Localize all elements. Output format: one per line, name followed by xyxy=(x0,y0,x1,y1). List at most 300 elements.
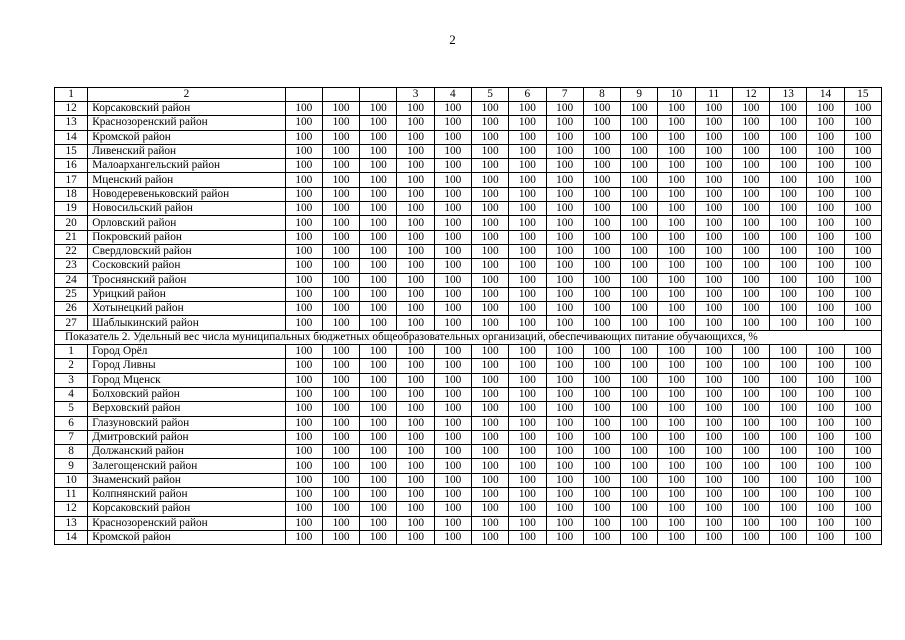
table-row xyxy=(55,102,882,116)
value-cell: 100 xyxy=(397,130,434,144)
value-cell: 100 xyxy=(546,216,583,230)
value-cell: 100 xyxy=(434,102,471,116)
value-cell: 100 xyxy=(397,316,434,330)
value-cell: 100 xyxy=(322,488,359,502)
value-cell: 100 xyxy=(732,202,769,216)
table-row xyxy=(55,516,882,530)
value-cell: 100 xyxy=(397,287,434,301)
value-cell: 100 xyxy=(658,116,695,130)
value-cell: 100 xyxy=(732,359,769,373)
value-cell: 100 xyxy=(658,216,695,230)
table-row xyxy=(55,187,882,201)
row-number: 23 xyxy=(55,259,88,273)
value-cell: 100 xyxy=(360,359,397,373)
row-number: 14 xyxy=(55,530,88,544)
value-cell: 100 xyxy=(732,402,769,416)
value-cell: 100 xyxy=(471,173,508,187)
row-number: 18 xyxy=(55,187,88,201)
value-cell: 100 xyxy=(732,116,769,130)
row-number: 9 xyxy=(55,459,88,473)
value-cell: 100 xyxy=(285,216,322,230)
value-cell: 100 xyxy=(471,302,508,316)
value-cell: 100 xyxy=(844,530,881,544)
value-cell: 100 xyxy=(732,259,769,273)
value-cell: 100 xyxy=(471,359,508,373)
value-cell: 100 xyxy=(770,216,807,230)
value-cell: 100 xyxy=(285,116,322,130)
value-cell: 100 xyxy=(583,287,620,301)
value-cell: 100 xyxy=(658,345,695,359)
value-cell: 100 xyxy=(471,516,508,530)
value-cell: 100 xyxy=(658,359,695,373)
row-number: 13 xyxy=(55,516,88,530)
value-cell: 100 xyxy=(732,516,769,530)
value-cell: 100 xyxy=(770,130,807,144)
table-row xyxy=(55,116,882,130)
value-cell: 100 xyxy=(807,459,844,473)
value-cell: 100 xyxy=(471,159,508,173)
value-cell: 100 xyxy=(732,459,769,473)
value-cell: 100 xyxy=(695,316,732,330)
value-cell: 100 xyxy=(360,159,397,173)
value-cell: 100 xyxy=(322,173,359,187)
table-row xyxy=(55,273,882,287)
table-row xyxy=(55,173,882,187)
value-cell: 100 xyxy=(434,488,471,502)
value-cell: 100 xyxy=(360,502,397,516)
value-cell: 100 xyxy=(695,287,732,301)
value-cell: 100 xyxy=(434,445,471,459)
table-row xyxy=(55,159,882,173)
value-cell: 100 xyxy=(621,144,658,158)
row-number: 17 xyxy=(55,173,88,187)
row-number: 14 xyxy=(55,130,88,144)
row-number: 22 xyxy=(55,244,88,258)
value-cell: 100 xyxy=(732,102,769,116)
value-cell: 100 xyxy=(471,402,508,416)
value-cell: 100 xyxy=(732,416,769,430)
value-cell: 100 xyxy=(583,187,620,201)
value-cell: 100 xyxy=(285,430,322,444)
value-cell: 100 xyxy=(807,502,844,516)
header-cell: 14 xyxy=(807,88,844,102)
value-cell: 100 xyxy=(509,459,546,473)
value-cell: 100 xyxy=(509,173,546,187)
value-cell: 100 xyxy=(844,402,881,416)
value-cell: 100 xyxy=(695,387,732,401)
value-cell: 100 xyxy=(471,202,508,216)
value-cell: 100 xyxy=(583,216,620,230)
value-cell: 100 xyxy=(583,430,620,444)
value-cell: 100 xyxy=(658,144,695,158)
header-cell: 8 xyxy=(583,88,620,102)
value-cell: 100 xyxy=(360,230,397,244)
row-number: 21 xyxy=(55,230,88,244)
row-number: 2 xyxy=(55,359,88,373)
value-cell: 100 xyxy=(434,144,471,158)
header-cell: 9 xyxy=(621,88,658,102)
value-cell: 100 xyxy=(770,387,807,401)
value-cell: 100 xyxy=(621,430,658,444)
value-cell: 100 xyxy=(732,187,769,201)
value-cell: 100 xyxy=(695,244,732,258)
value-cell: 100 xyxy=(621,173,658,187)
value-cell: 100 xyxy=(844,459,881,473)
value-cell: 100 xyxy=(322,402,359,416)
value-cell: 100 xyxy=(807,488,844,502)
value-cell: 100 xyxy=(844,502,881,516)
value-cell: 100 xyxy=(770,402,807,416)
value-cell: 100 xyxy=(434,116,471,130)
value-cell: 100 xyxy=(546,502,583,516)
header-cell: 4 xyxy=(434,88,471,102)
district-name: Свердловский район xyxy=(88,244,285,258)
value-cell: 100 xyxy=(397,187,434,201)
header-cell: 15 xyxy=(844,88,881,102)
value-cell: 100 xyxy=(658,416,695,430)
value-cell: 100 xyxy=(546,430,583,444)
value-cell: 100 xyxy=(509,287,546,301)
value-cell: 100 xyxy=(658,273,695,287)
value-cell: 100 xyxy=(807,402,844,416)
table-row xyxy=(55,244,882,258)
value-cell: 100 xyxy=(322,359,359,373)
value-cell: 100 xyxy=(695,202,732,216)
value-cell: 100 xyxy=(509,516,546,530)
value-cell: 100 xyxy=(322,473,359,487)
value-cell: 100 xyxy=(509,473,546,487)
value-cell: 100 xyxy=(695,430,732,444)
value-cell: 100 xyxy=(807,373,844,387)
value-cell: 100 xyxy=(807,445,844,459)
header-cell xyxy=(322,88,359,102)
value-cell: 100 xyxy=(695,345,732,359)
value-cell: 100 xyxy=(434,430,471,444)
value-cell: 100 xyxy=(844,287,881,301)
value-cell: 100 xyxy=(509,430,546,444)
district-name: Новодеревеньковский район xyxy=(88,187,285,201)
table-row xyxy=(55,316,882,330)
value-cell: 100 xyxy=(471,287,508,301)
value-cell: 100 xyxy=(583,102,620,116)
value-cell: 100 xyxy=(583,530,620,544)
value-cell: 100 xyxy=(621,445,658,459)
value-cell: 100 xyxy=(546,173,583,187)
value-cell: 100 xyxy=(397,216,434,230)
value-cell: 100 xyxy=(471,345,508,359)
value-cell: 100 xyxy=(471,416,508,430)
value-cell: 100 xyxy=(397,259,434,273)
value-cell: 100 xyxy=(471,216,508,230)
value-cell: 100 xyxy=(732,373,769,387)
value-cell: 100 xyxy=(658,159,695,173)
value-cell: 100 xyxy=(807,287,844,301)
value-cell: 100 xyxy=(621,316,658,330)
value-cell: 100 xyxy=(360,402,397,416)
value-cell: 100 xyxy=(658,473,695,487)
value-cell: 100 xyxy=(807,102,844,116)
header-cell xyxy=(360,88,397,102)
value-cell: 100 xyxy=(770,445,807,459)
value-cell: 100 xyxy=(360,430,397,444)
value-cell: 100 xyxy=(807,216,844,230)
value-cell: 100 xyxy=(583,402,620,416)
value-cell: 100 xyxy=(658,187,695,201)
value-cell: 100 xyxy=(471,102,508,116)
value-cell: 100 xyxy=(434,530,471,544)
value-cell: 100 xyxy=(285,259,322,273)
value-cell: 100 xyxy=(732,502,769,516)
value-cell: 100 xyxy=(285,445,322,459)
table-row xyxy=(55,287,882,301)
value-cell: 100 xyxy=(583,130,620,144)
value-cell: 100 xyxy=(658,173,695,187)
value-cell: 100 xyxy=(621,387,658,401)
value-cell: 100 xyxy=(732,316,769,330)
value-cell: 100 xyxy=(322,287,359,301)
value-cell: 100 xyxy=(285,488,322,502)
value-cell: 100 xyxy=(322,159,359,173)
value-cell: 100 xyxy=(732,488,769,502)
district-name: Болховский район xyxy=(88,387,285,401)
value-cell: 100 xyxy=(807,187,844,201)
value-cell: 100 xyxy=(322,202,359,216)
value-cell: 100 xyxy=(844,302,881,316)
value-cell: 100 xyxy=(770,359,807,373)
value-cell: 100 xyxy=(583,345,620,359)
value-cell: 100 xyxy=(397,102,434,116)
value-cell: 100 xyxy=(770,416,807,430)
header-cell: 7 xyxy=(546,88,583,102)
value-cell: 100 xyxy=(397,345,434,359)
value-cell: 100 xyxy=(546,473,583,487)
value-cell: 100 xyxy=(434,459,471,473)
value-cell: 100 xyxy=(770,302,807,316)
header-cell: 12 xyxy=(732,88,769,102)
value-cell: 100 xyxy=(770,187,807,201)
value-cell: 100 xyxy=(844,430,881,444)
value-cell: 100 xyxy=(397,273,434,287)
table-row xyxy=(55,416,882,430)
value-cell: 100 xyxy=(360,202,397,216)
table-row xyxy=(55,345,882,359)
table-row xyxy=(55,373,882,387)
row-number: 5 xyxy=(55,402,88,416)
value-cell: 100 xyxy=(621,230,658,244)
value-cell: 100 xyxy=(807,345,844,359)
value-cell: 100 xyxy=(397,373,434,387)
value-cell: 100 xyxy=(509,387,546,401)
value-cell: 100 xyxy=(546,530,583,544)
value-cell: 100 xyxy=(844,359,881,373)
value-cell: 100 xyxy=(658,488,695,502)
value-cell: 100 xyxy=(397,159,434,173)
table-row xyxy=(55,473,882,487)
value-cell: 100 xyxy=(509,159,546,173)
value-cell: 100 xyxy=(621,273,658,287)
value-cell: 100 xyxy=(471,445,508,459)
value-cell: 100 xyxy=(285,230,322,244)
value-cell: 100 xyxy=(434,402,471,416)
value-cell: 100 xyxy=(434,259,471,273)
row-number: 20 xyxy=(55,216,88,230)
value-cell: 100 xyxy=(546,159,583,173)
value-cell: 100 xyxy=(509,144,546,158)
value-cell: 100 xyxy=(770,473,807,487)
row-number: 4 xyxy=(55,387,88,401)
value-cell: 100 xyxy=(434,130,471,144)
value-cell: 100 xyxy=(844,316,881,330)
value-cell: 100 xyxy=(360,187,397,201)
value-cell: 100 xyxy=(471,459,508,473)
value-cell: 100 xyxy=(397,173,434,187)
value-cell: 100 xyxy=(621,345,658,359)
district-name: Урицкий район xyxy=(88,287,285,301)
value-cell: 100 xyxy=(732,130,769,144)
value-cell: 100 xyxy=(621,473,658,487)
table-row xyxy=(55,359,882,373)
value-cell: 100 xyxy=(844,202,881,216)
value-cell: 100 xyxy=(434,359,471,373)
value-cell: 100 xyxy=(434,316,471,330)
value-cell: 100 xyxy=(434,502,471,516)
page-number: 2 xyxy=(449,32,456,47)
value-cell: 100 xyxy=(322,430,359,444)
value-cell: 100 xyxy=(546,230,583,244)
data-table xyxy=(54,87,882,545)
value-cell: 100 xyxy=(509,244,546,258)
value-cell: 100 xyxy=(621,402,658,416)
row-number: 27 xyxy=(55,316,88,330)
value-cell: 100 xyxy=(770,230,807,244)
value-cell: 100 xyxy=(322,387,359,401)
value-cell: 100 xyxy=(807,416,844,430)
value-cell: 100 xyxy=(360,488,397,502)
value-cell: 100 xyxy=(844,373,881,387)
value-cell: 100 xyxy=(285,316,322,330)
value-cell: 100 xyxy=(695,445,732,459)
value-cell: 100 xyxy=(732,287,769,301)
value-cell: 100 xyxy=(509,187,546,201)
row-number: 1 xyxy=(55,345,88,359)
value-cell: 100 xyxy=(844,273,881,287)
value-cell: 100 xyxy=(471,144,508,158)
district-name: Колпнянский район xyxy=(88,488,285,502)
value-cell: 100 xyxy=(285,130,322,144)
value-cell: 100 xyxy=(807,273,844,287)
district-name: Краснозоренский район xyxy=(88,516,285,530)
value-cell: 100 xyxy=(434,387,471,401)
value-cell: 100 xyxy=(397,488,434,502)
value-cell: 100 xyxy=(695,102,732,116)
value-cell: 100 xyxy=(546,130,583,144)
value-cell: 100 xyxy=(807,530,844,544)
district-name: Корсаковский район xyxy=(88,502,285,516)
row-number: 12 xyxy=(55,102,88,116)
row-number: 25 xyxy=(55,287,88,301)
value-cell: 100 xyxy=(546,373,583,387)
value-cell: 100 xyxy=(695,530,732,544)
value-cell: 100 xyxy=(546,259,583,273)
district-name: Город Мценск xyxy=(88,373,285,387)
value-cell: 100 xyxy=(509,359,546,373)
value-cell: 100 xyxy=(546,287,583,301)
row-number: 26 xyxy=(55,302,88,316)
value-cell: 100 xyxy=(658,430,695,444)
value-cell: 100 xyxy=(770,144,807,158)
value-cell: 100 xyxy=(621,359,658,373)
value-cell: 100 xyxy=(285,530,322,544)
value-cell: 100 xyxy=(360,459,397,473)
value-cell: 100 xyxy=(322,259,359,273)
value-cell: 100 xyxy=(471,230,508,244)
value-cell: 100 xyxy=(285,345,322,359)
value-cell: 100 xyxy=(285,416,322,430)
value-cell: 100 xyxy=(397,402,434,416)
value-cell: 100 xyxy=(621,159,658,173)
value-cell: 100 xyxy=(583,302,620,316)
row-number: 16 xyxy=(55,159,88,173)
value-cell: 100 xyxy=(546,187,583,201)
value-cell: 100 xyxy=(397,387,434,401)
value-cell: 100 xyxy=(770,202,807,216)
value-cell: 100 xyxy=(621,373,658,387)
value-cell: 100 xyxy=(621,302,658,316)
value-cell: 100 xyxy=(658,202,695,216)
value-cell: 100 xyxy=(807,130,844,144)
value-cell: 100 xyxy=(509,402,546,416)
value-cell: 100 xyxy=(732,273,769,287)
district-name: Ливенский район xyxy=(88,144,285,158)
value-cell: 100 xyxy=(770,316,807,330)
district-name: Мценский район xyxy=(88,173,285,187)
value-cell: 100 xyxy=(509,102,546,116)
value-cell: 100 xyxy=(695,173,732,187)
district-name: Орловский район xyxy=(88,216,285,230)
value-cell: 100 xyxy=(658,387,695,401)
value-cell: 100 xyxy=(844,144,881,158)
value-cell: 100 xyxy=(397,302,434,316)
value-cell: 100 xyxy=(807,387,844,401)
value-cell: 100 xyxy=(621,530,658,544)
value-cell: 100 xyxy=(658,316,695,330)
value-cell: 100 xyxy=(807,116,844,130)
table-row xyxy=(55,488,882,502)
row-number: 24 xyxy=(55,273,88,287)
value-cell: 100 xyxy=(360,273,397,287)
row-number: 3 xyxy=(55,373,88,387)
value-cell: 100 xyxy=(621,187,658,201)
value-cell: 100 xyxy=(844,216,881,230)
value-cell: 100 xyxy=(285,187,322,201)
value-cell: 100 xyxy=(471,244,508,258)
value-cell: 100 xyxy=(583,416,620,430)
value-cell: 100 xyxy=(434,287,471,301)
value-cell: 100 xyxy=(770,488,807,502)
row-number: 8 xyxy=(55,445,88,459)
value-cell: 100 xyxy=(583,244,620,258)
header-cell: 10 xyxy=(658,88,695,102)
value-cell: 100 xyxy=(621,502,658,516)
value-cell: 100 xyxy=(434,373,471,387)
value-cell: 100 xyxy=(360,144,397,158)
value-cell: 100 xyxy=(770,459,807,473)
value-cell: 100 xyxy=(732,216,769,230)
value-cell: 100 xyxy=(658,373,695,387)
value-cell: 100 xyxy=(583,359,620,373)
value-cell: 100 xyxy=(732,244,769,258)
value-cell: 100 xyxy=(322,144,359,158)
